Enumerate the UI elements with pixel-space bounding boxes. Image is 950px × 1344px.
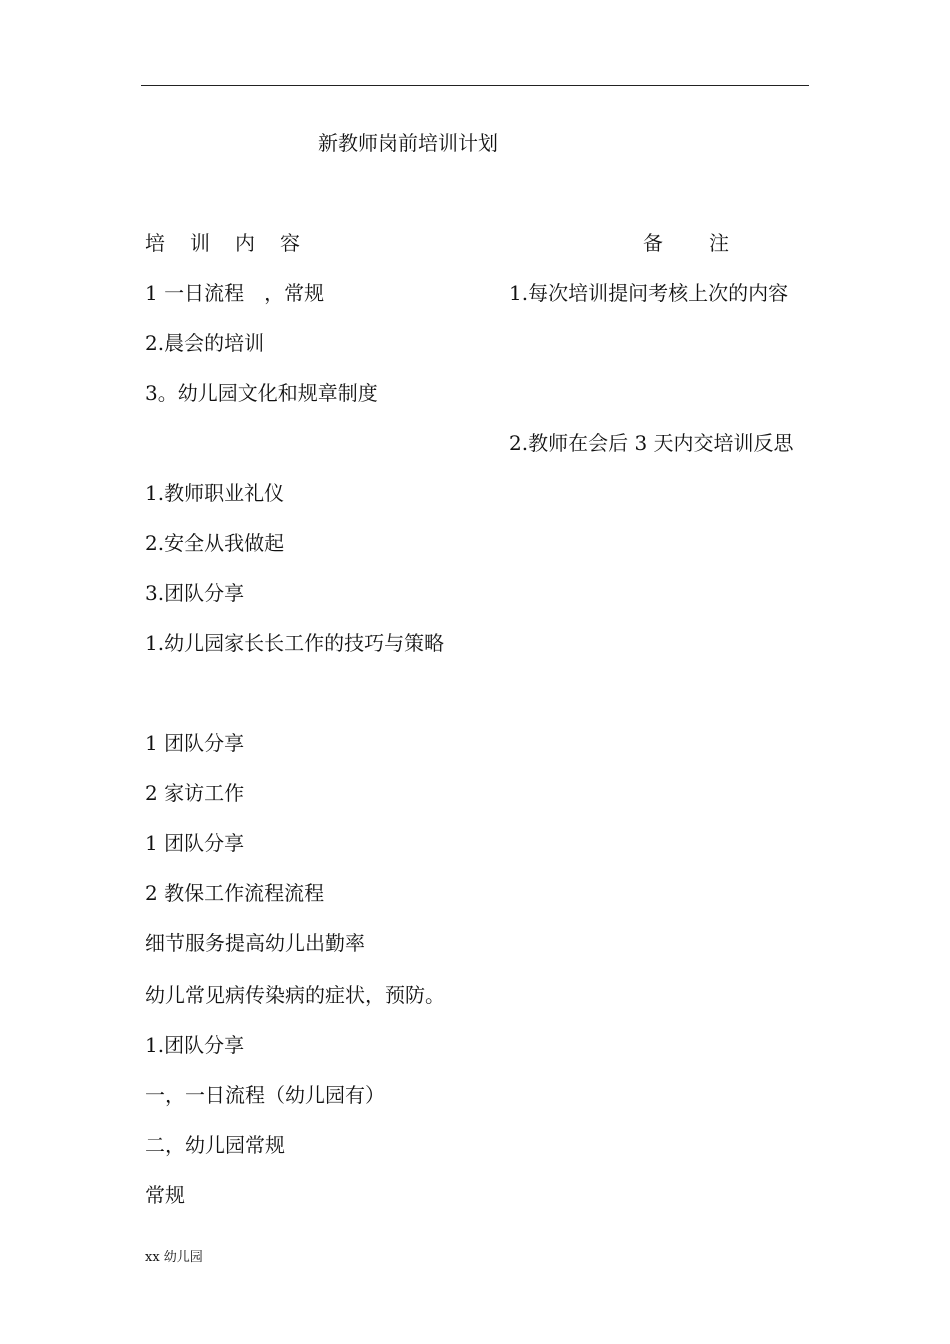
training-item: 2.晨会的培训 (145, 331, 265, 355)
training-item: 幼儿常见病传染病的症状，预防。 (145, 983, 445, 1007)
training-item: 常规 (145, 1183, 185, 1207)
training-item: 细节服务提高幼儿出勤率 (145, 931, 365, 955)
column-header-notes (643, 230, 729, 256)
training-item: 1.教师职业礼仪 (145, 481, 285, 505)
header-char: 内 (235, 231, 255, 255)
training-item: 一，一日流程（幼儿园有） (145, 1083, 385, 1107)
header-char: 注 (709, 231, 729, 255)
training-item: 1 团队分享 (145, 831, 245, 855)
note-item: 1.每次培训提问考核上次的内容 (509, 281, 789, 305)
header-char: 容 (280, 231, 300, 255)
column-header-content (145, 230, 300, 256)
header-char: 培 (145, 231, 165, 255)
document-title: 新教师岗前培训计划 (318, 131, 498, 155)
training-item: 2.安全从我做起 (145, 531, 285, 555)
training-item: 2 教保工作流程流程 (145, 881, 325, 905)
training-item: 1 一日流程 ，常规 (145, 281, 325, 305)
header-char: 备 (643, 231, 663, 255)
note-item: 2.教师在会后 3 天内交培训反思 (509, 431, 794, 455)
header-char: 训 (190, 231, 210, 255)
training-item: 1 团队分享 (145, 731, 245, 755)
training-item: 1.团队分享 (145, 1033, 245, 1057)
page-footer: xx 幼儿园 (145, 1250, 203, 1265)
training-item: 3.团队分享 (145, 581, 245, 605)
header-rule (141, 85, 809, 86)
training-item: 3。幼儿园文化和规章制度 (145, 381, 378, 405)
training-item: 2 家访工作 (145, 781, 245, 805)
training-item: 1.幼儿园家长长工作的技巧与策略 (145, 631, 445, 655)
training-item: 二，幼儿园常规 (145, 1133, 285, 1157)
